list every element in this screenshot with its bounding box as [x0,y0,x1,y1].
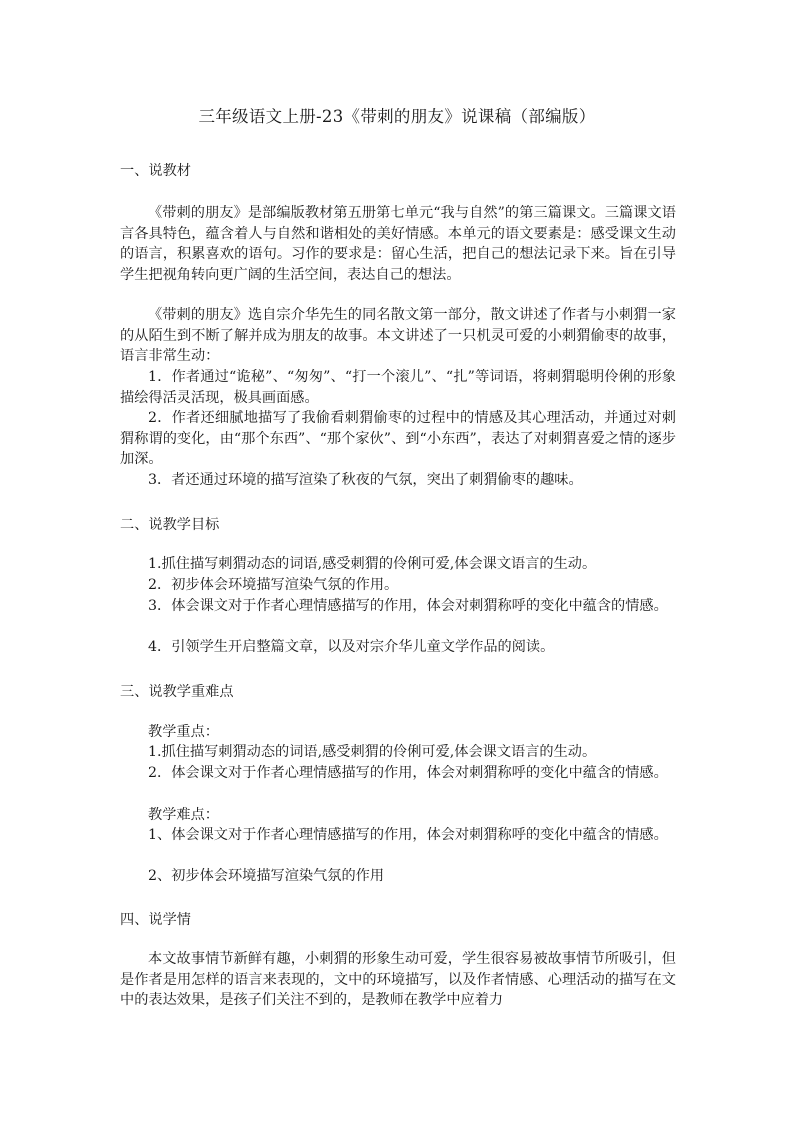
paragraph: 1.抓住描写刺猬动态的词语,感受刺猬的伶俐可爱,体会课文语言的生动。 [148,744,597,760]
section-heading-teaching-material: 一、说教材 [120,163,191,179]
paragraph: 1.抓住描写刺猬动态的词语,感受刺猬的伶俐可爱,体会课文语言的生动。 [148,556,597,572]
paragraph: 2、初步体会环境描写渲染气氛的作用 [148,868,385,884]
section-heading-student-situation: 四、说学情 [120,912,191,928]
paragraph: 3．者还通过环境的描写渲染了秋夜的气氛，突出了刺猬偷枣的趣味。 [148,472,583,488]
section-heading-teaching-goals: 二、说教学目标 [120,517,220,533]
document-title: 三年级语文上册-23《带刺的朋友》说课稿（部编版） [198,107,596,126]
paragraph: 1、体会课文对于作者心理情感描写的作用，体会对刺猬称呼的变化中蕴含的情感。 [148,827,668,843]
section-heading-key-points: 三、说教学重难点 [120,684,234,700]
difficulty-label: 教学难点： [148,807,219,823]
paragraph: 4．引领学生开启整篇文章，以及对宗介华儿童文学作品的阅读。 [148,639,555,655]
paragraph: 3．体会课文对于作者心理情感描写的作用，体会对刺猬称呼的变化中蕴含的情感。 [148,598,668,614]
paragraph: 《带刺的朋友》选自宗介华先生的同名散文第一部分，散文讲述了作者与小刺猬一家的从陌生到不断了解并成为朋友的故事。本文讲述了一只机灵可爱的小刺猬偷枣的故事，语言非常生动： [120,307,676,365]
paragraph: 1．作者通过“诡秘”、“匆匆”、“打一个滚儿”、“扎”等词语，将刺猬聪明伶俐的形象描绘得活灵活现，极具画面感。 [120,369,676,406]
paragraph: 《带刺的朋友》是部编版教材第五册第七单元“我与自然”的第三篇课文。三篇课文语言各具特色，蕴含着人与自然和谐相处的美好情感。本单元的语文要素是：感受课文生动的语言，积累喜欢的语句。习作的要求是：留心生活，把自己的想法记录下来。旨在引导学生把视角转向更广阔的生活空间，表达自己的想法。 [120,205,676,283]
paragraph: 2．初步体会环境描写渲染气氛的作用。 [148,577,399,593]
focus-label: 教学重点： [148,724,219,740]
paragraph: 本文故事情节新鲜有趣，小刺猬的形象生动可爱，学生很容易被故事情节所吸引，但是作者是用怎样的语言来表现的，文中的环境描写，以及作者情感、心理活动的描写在文中的表达效果，是孩子们关注不到的，是教师在教学中应着力 [120,951,676,1009]
paragraph: 2．体会课文对于作者心理情感描写的作用，体会对刺猬称呼的变化中蕴含的情感。 [148,765,668,781]
paragraph: 2．作者还细腻地描写了我偷看刺猬偷枣的过程中的情感及其心理活动，并通过对刺猬称谓的变化，由“那个东西”、“那个家伙”、到“小东西”，表达了对刺猬喜爱之情的逐步加深。 [120,410,676,468]
